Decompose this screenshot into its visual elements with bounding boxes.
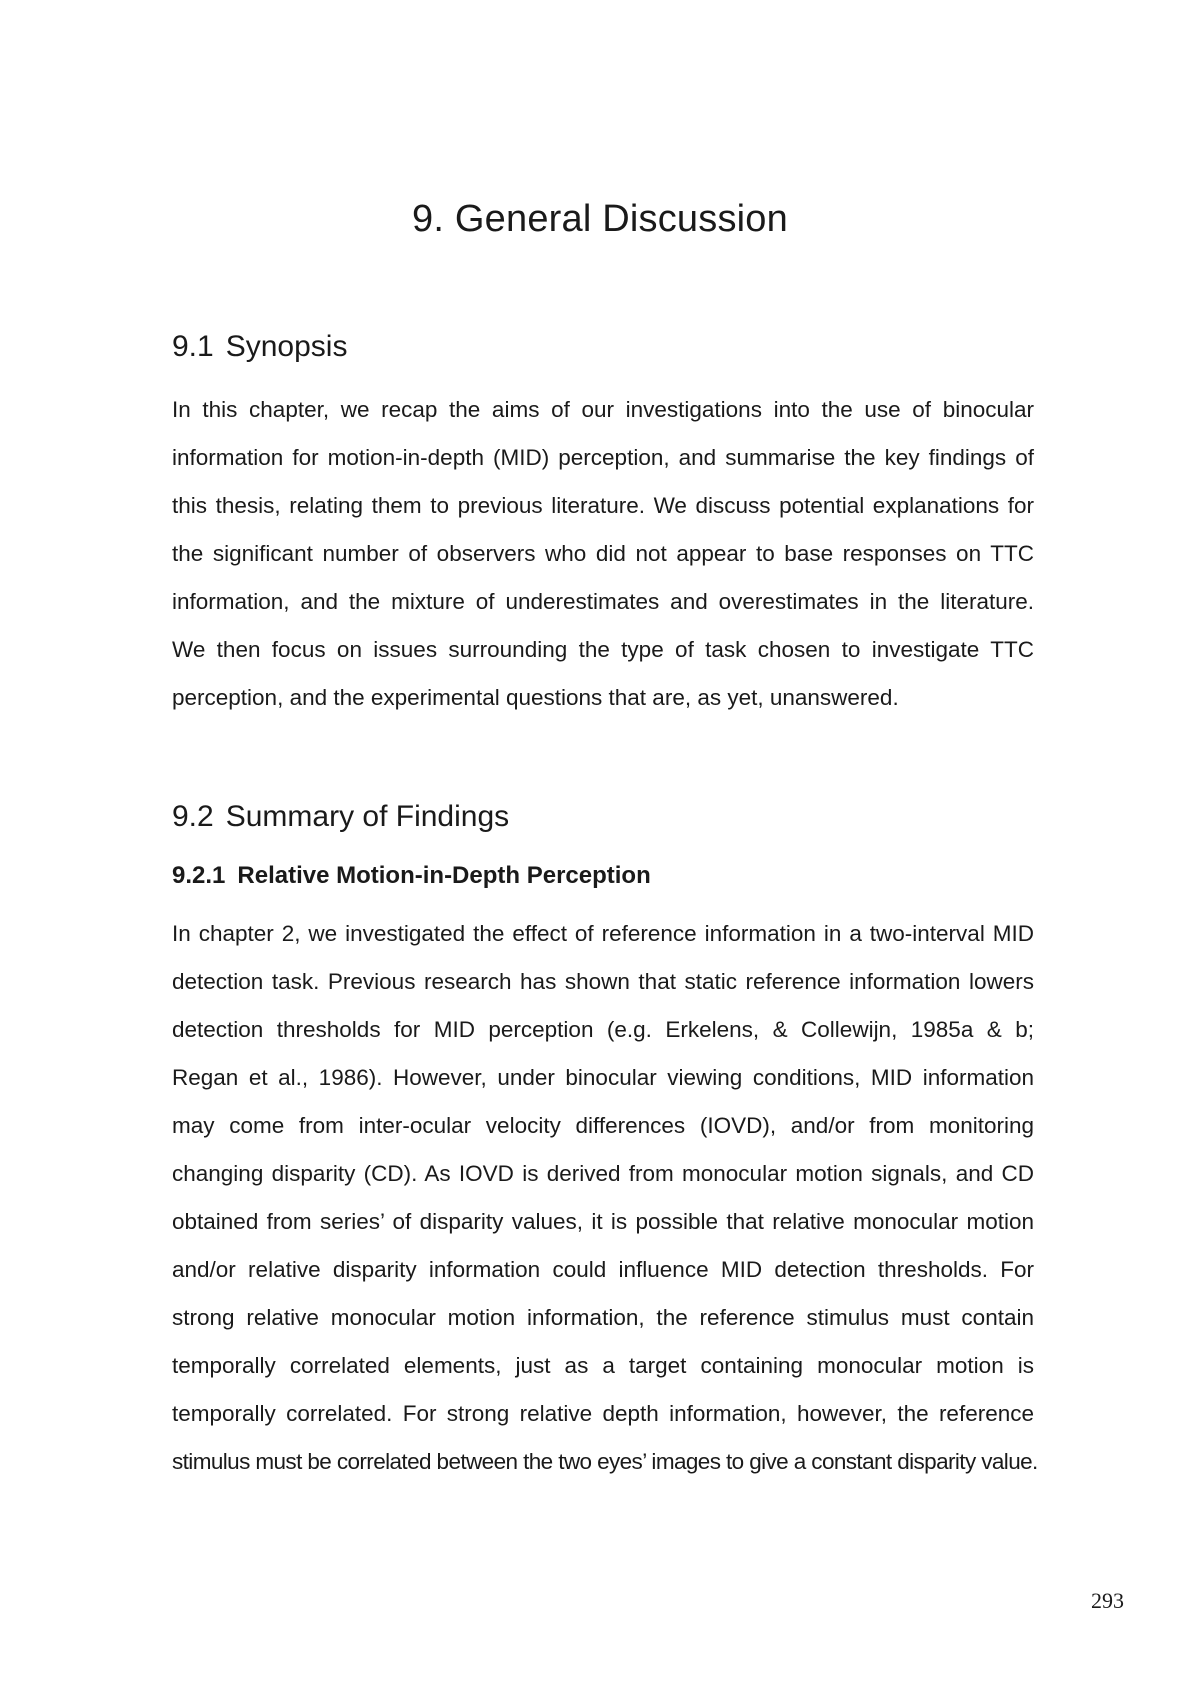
paragraph-line: information for motion-in-depth (MID) perception, and summarise the key findings of: [172, 445, 1034, 470]
paragraph-line: this thesis, relating them to previous literature. We discuss potential explanations for: [172, 493, 1034, 518]
section-title: Summary of Findings: [225, 800, 510, 833]
paragraph-line: the significant number of observers who did not appear to base responses on TTC: [172, 541, 1034, 566]
paragraph-line: detection task. Previous research has shown that static reference information lowers: [172, 969, 1034, 994]
paragraph-line: may come from inter-ocular velocity differences (IOVD), and/or from monitoring: [172, 1113, 1034, 1138]
relative-mid-paragraph: [172, 910, 1038, 1486]
paragraph-line: In this chapter, we recap the aims of our investigations into the use of binocular: [172, 397, 1034, 422]
paragraph-line: Regan et al., 1986). However, under binocular viewing conditions, MID information: [172, 1065, 1034, 1090]
paragraph-line: strong relative monocular motion information, the reference stimulus must contain: [172, 1305, 1034, 1330]
paragraph-line: temporally correlated elements, just as a target containing monocular motion is: [172, 1353, 1034, 1378]
chapter-title: [0, 198, 1200, 241]
subsection-number: 9.2.1: [172, 862, 226, 889]
paragraph-line: stimulus must be correlated between the two eyes’ images to give a constant disparity value.: [172, 1449, 1038, 1474]
chapter-number: 9.: [412, 198, 445, 240]
section-title: Synopsis: [225, 330, 348, 363]
section-number: 9.2: [172, 800, 214, 833]
chapter-title-text: General Discussion: [454, 198, 788, 240]
section-number: 9.1: [172, 330, 214, 363]
paragraph-line: temporally correlated. For strong relative depth information, however, the reference: [172, 1401, 1034, 1426]
paragraph-line: changing disparity (CD). As IOVD is derived from monocular motion signals, and CD: [172, 1161, 1034, 1186]
section-heading-synopsis: [172, 330, 347, 364]
synopsis-paragraph: [172, 386, 1034, 722]
paragraph-line: information, and the mixture of underestimates and overestimates in the literature.: [172, 589, 1034, 614]
page-number: 293: [1091, 1588, 1124, 1613]
subsection-heading-relative-mid: [172, 862, 651, 890]
paragraph-line: We then focus on issues surrounding the type of task chosen to investigate TTC: [172, 637, 1034, 662]
paragraph-line: obtained from series’ of disparity values, it is possible that relative monocular motion: [172, 1209, 1034, 1234]
paragraph-line: In chapter 2, we investigated the effect of reference information in a two-interval MID: [172, 921, 1034, 946]
subsection-title: Relative Motion-in-Depth Perception: [237, 862, 651, 889]
section-heading-summary-of-findings: [172, 800, 509, 834]
paragraph-line: perception, and the experimental questions that are, as yet, unanswered.: [172, 685, 899, 710]
paragraph-line: and/or relative disparity information could influence MID detection thresholds. For: [172, 1257, 1034, 1282]
paragraph-line: detection thresholds for MID perception (e.g. Erkelens, & Collewijn, 1985a & b;: [172, 1017, 1034, 1042]
